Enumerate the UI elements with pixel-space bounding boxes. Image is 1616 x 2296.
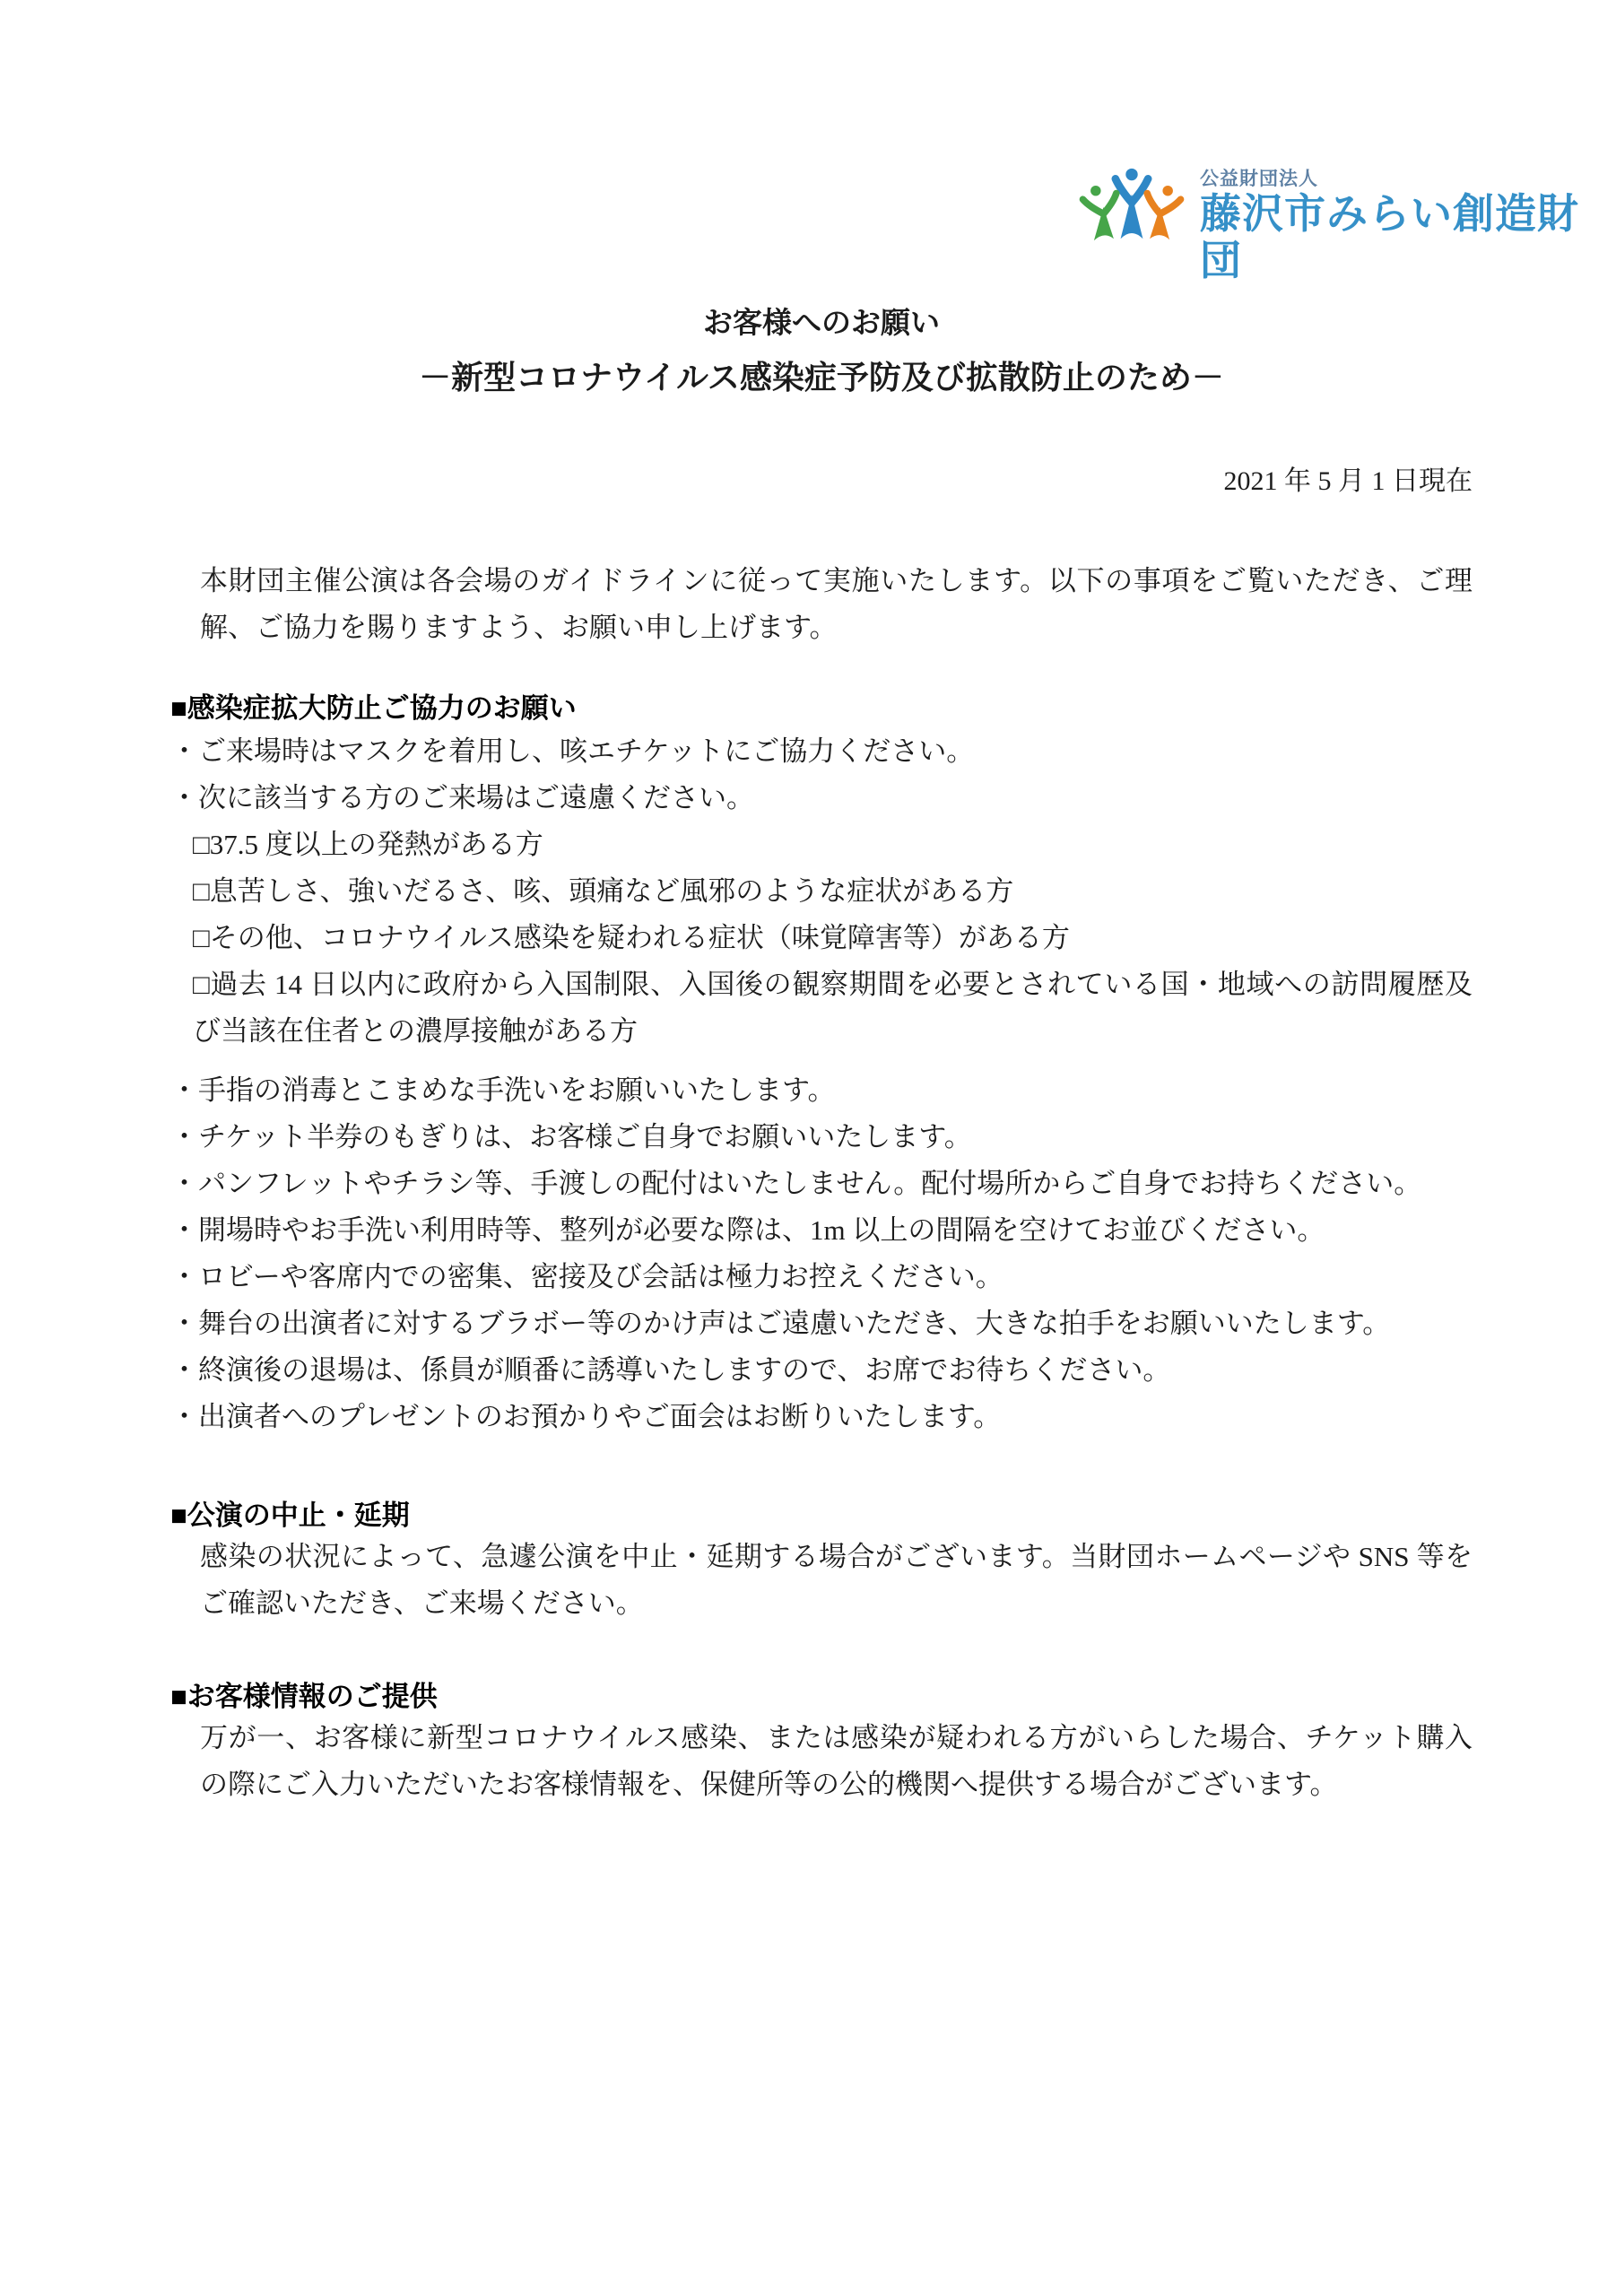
list-item-exit-guidance: ・終演後の退場は、係員が順番に誘導いたしますので、お席でお待ちください。 (170, 1354, 1171, 1386)
list-item-ticket-stub: ・チケット半券のもぎりは、お客様ご自身でお願いいたします。 (170, 1121, 972, 1152)
page-title: お客様へのお願い (703, 308, 940, 340)
logo-org-type: 公益財団法人 (1200, 169, 1318, 189)
list-item-refrain-attendance: ・次に該当する方のご来場はご遠慮ください。 (170, 782, 754, 813)
checkbox-item-travel-history: □過去 14 日以内に政府から入国制限、入国後の観察期間を必要とされている国・地域への訪問履歴及び当該在住者との濃厚接触がある方 (193, 969, 1473, 1047)
list-item-queue-distance: ・開場時やお手洗い利用時等、整列が必要な際は、1m 以上の間隔を空けてお並びください。 (170, 1214, 1325, 1246)
list-item-hand-hygiene: ・手指の消毒とこまめな手洗いをお願いいたします。 (170, 1074, 836, 1106)
date-line: 2021 年 5 月 1 日現在 (1223, 466, 1473, 496)
list-item-no-bravo: ・舞台の出演者に対するブラボー等のかけ声はご遠慮いただき、大きな拍手をお願いいたします。 (170, 1308, 1391, 1339)
document-content (170, 0, 1473, 1808)
prevention-request-list (170, 728, 1473, 1440)
cancellation-paragraph: 感染の状況によって、急遽公演を中止・延期する場合がございます。当財団ホームページや SNS 等をご確認いただき、ご来場ください。 (200, 1541, 1473, 1619)
section-heading-customer-info: ■お客様情報のご提供 (170, 1681, 438, 1712)
section-heading-cancellation: ■公演の中止・延期 (170, 1500, 410, 1531)
page-subtitle: －新型コロナウイルス感染症予防及び拡散防止のため－ (419, 360, 1224, 396)
customer-info-paragraph: 万が一、お客様に新型コロナウイルス感染、または感染が疑われる方がいらした場合、チケット購入の際にご入力いただいたお客様情報を、保健所等の公的機関へ提供する場合がございます。 (200, 1722, 1473, 1800)
checkbox-item-fever: □37.5 度以上の発熱がある方 (193, 829, 543, 860)
list-item-mask: ・ご来場時はマスクを着用し、咳エチケットにご協力ください。 (170, 735, 975, 767)
list-item-lobby-conversation: ・ロビーや客席内での密集、密接及び会話は極力お控えください。 (170, 1261, 1003, 1292)
list-item-pamphlet: ・パンフレットやチラシ等、手渡しの配付はいたしません。配付場所からご自身でお持ちください。 (170, 1168, 1422, 1199)
checkbox-item-cold-symptoms: □息苦しさ、強いだるさ、咳、頭痛など風邪のような症状がある方 (193, 875, 1014, 907)
list-item-no-presents: ・出演者へのプレゼントのお預かりやご面会はお断りいたします。 (170, 1401, 1002, 1432)
logo-org-name: 藤沢市みらい創造財団 (1200, 190, 1579, 283)
section-heading-infection-prevention: ■感染症拡大防止ご協力のお願い (170, 692, 577, 724)
checkbox-item-other-symptoms: □その他、コロナウイルス感染を疑われる症状（味覚障害等）がある方 (193, 922, 1070, 953)
intro-paragraph: 本財団主催公演は各会場のガイドラインに従って実施いたします。以下の事項をご覧いただき、ご理解、ご協力を賜りますよう、お願い申し上げます。 (200, 565, 1473, 643)
